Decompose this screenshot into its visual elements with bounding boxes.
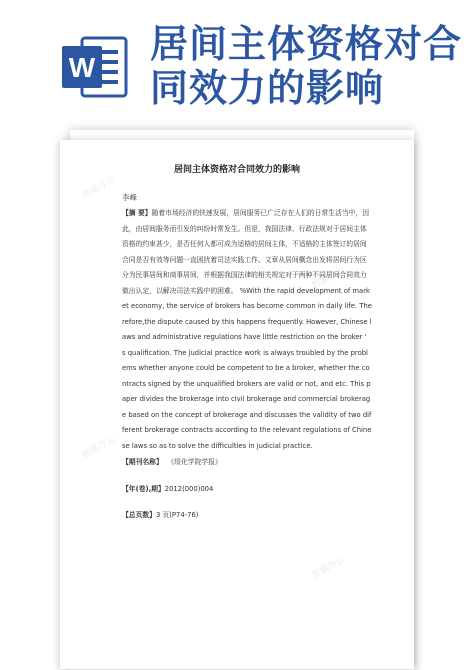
watermark: 熊猫办公 — [310, 554, 347, 582]
volume-label: 【年(卷),期】 — [122, 485, 165, 493]
watermark: 熊猫办公 — [80, 174, 117, 202]
abstract — [122, 206, 372, 454]
pages-row — [122, 509, 198, 519]
abstract-label: 【摘 要】 — [122, 209, 152, 217]
banner-title: 居间主体资格对合同效力的影响 — [150, 22, 463, 110]
journal-value: 《绥化学院学报》 — [170, 458, 222, 466]
pages-value: 3 页(P74-76) — [155, 511, 199, 519]
volume-value: 2012(000)004 — [164, 485, 214, 493]
volume-row — [122, 483, 213, 493]
journal-label: 【期刊名称】 — [122, 458, 163, 466]
document-page — [60, 140, 414, 669]
watermark: 熊猫办公 — [80, 434, 117, 462]
banner — [0, 0, 474, 130]
author: 李峰 — [122, 193, 137, 202]
pages-label: 【总页数】 — [122, 511, 156, 519]
word-icon — [60, 32, 130, 102]
svg-text:W: W — [68, 52, 96, 83]
journal-row — [122, 456, 222, 466]
watermark: 熊猫办公 — [310, 264, 347, 292]
abstract-text: 随着市场经济的快速发展，居间服务已广泛存在人们的日常生活当中，因此，由居间服务而引发的纠纷时常发生。但是，我国法律、行政法规对于居间主体资格的约束甚少，是否任何人都可成为适格的居间主体，不适格的主体签订的居间合同是否有效等问题一直困扰着司法实践工作。文章从居间概念出发将居间行为区分为民事居间和商事居间，并根据我国法律的相关规定对于两种不同居间合同效力做出认定，以解决司法实践中的困难。 %With the rapid development of market economy, the service of brokers has become common in daily life. Therefore,the dispute caused by this happens frequently. However, Chinese laws and administrative regulations have little restriction on the broker ' s qualification. The judicial practice work is always troubled by the problems whether anyone could be competent to be a broker, whether the contracts signed by the unqualified brokers are valid or not, and etc. This paper divides the brokerage into civil brokerage and commercial brokerage based on the concept of brokerage and discusses the validity of two different brokerage contracts according to the relevant regulations of Chinese laws so as to solve the difficulties in judicial practice. — [122, 209, 372, 450]
document-title: 居间主体资格对合同效力的影响 — [173, 165, 300, 175]
